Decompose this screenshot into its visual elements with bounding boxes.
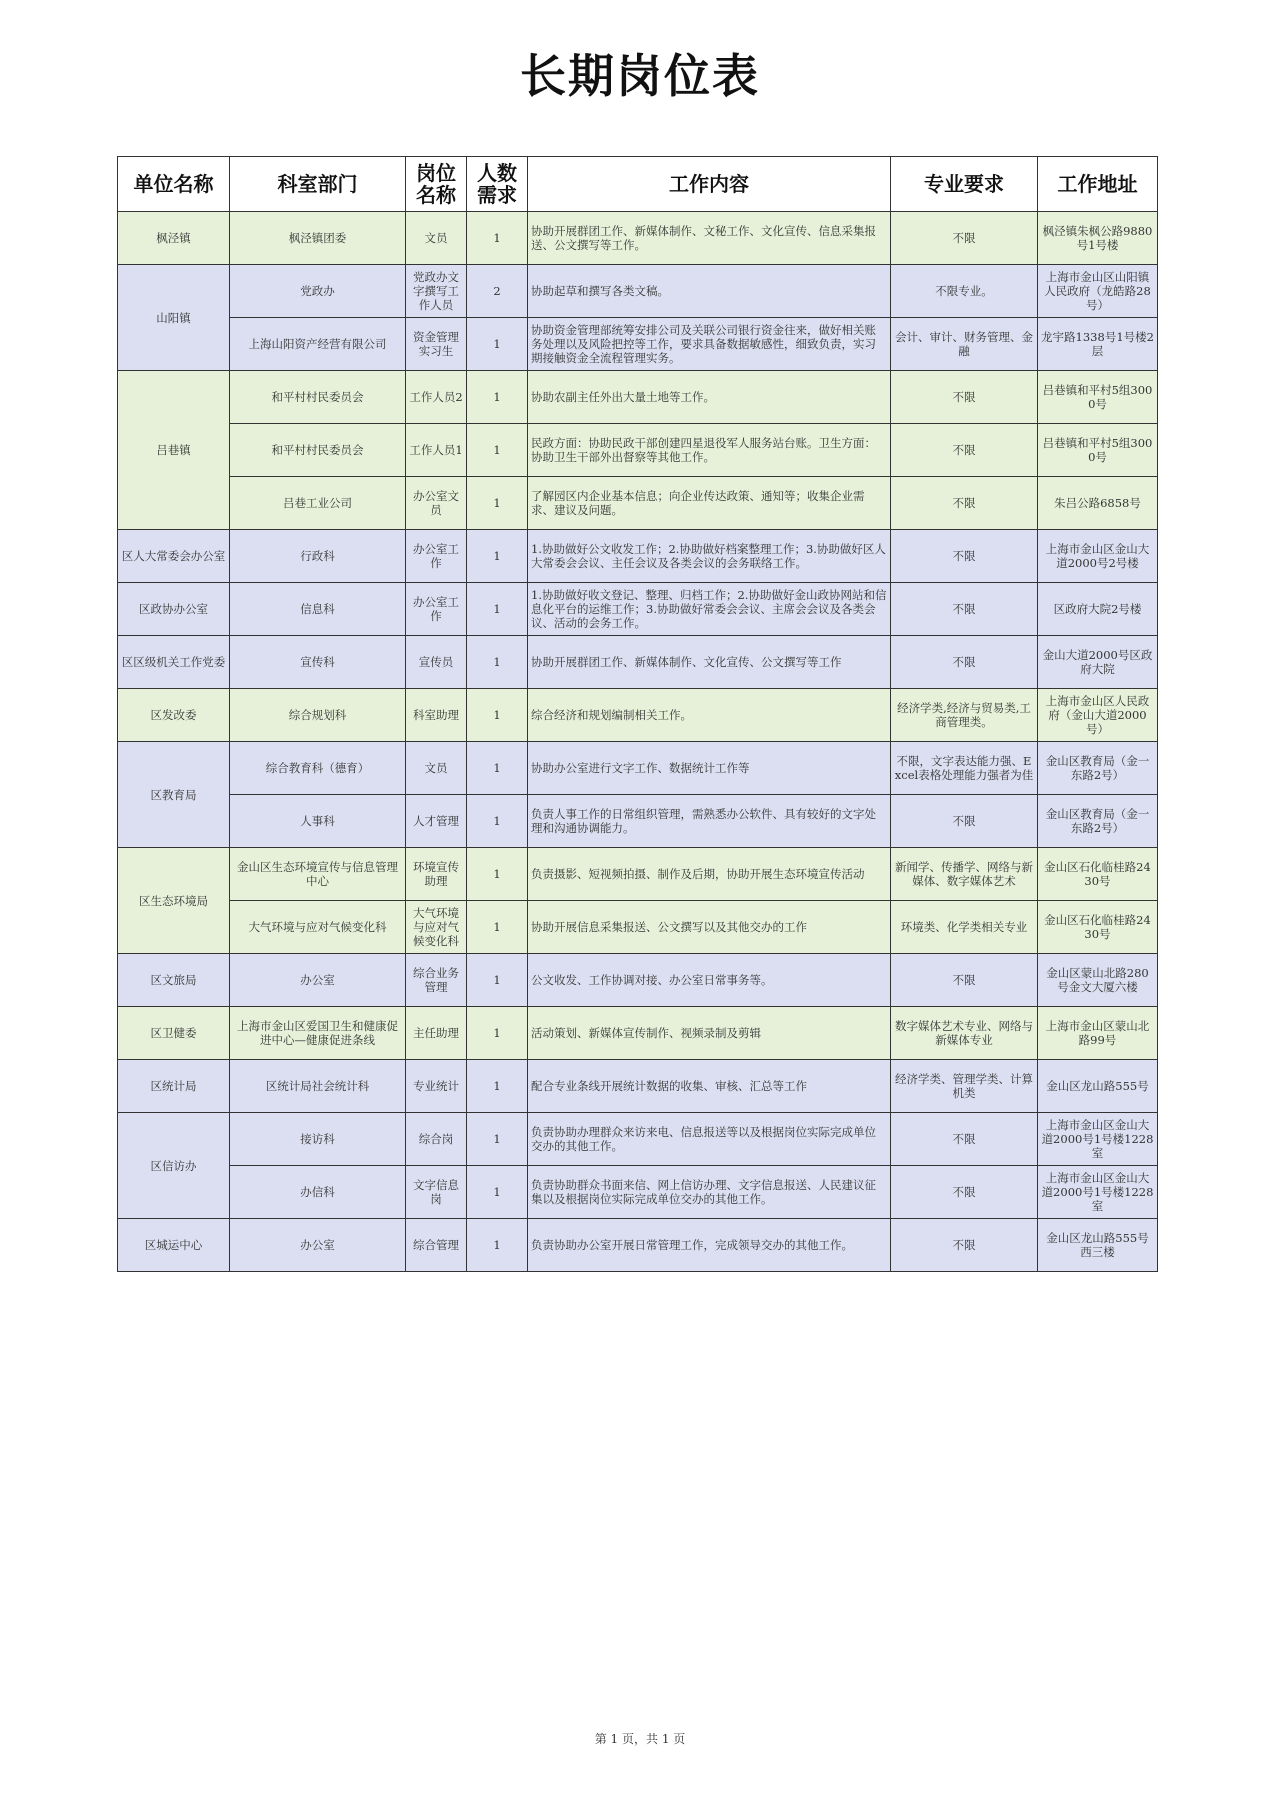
major-cell: 经济学类,经济与贸易类,工商管理类。 — [891, 689, 1038, 742]
content-cell: 综合经济和规划编制相关工作。 — [528, 689, 891, 742]
major-cell: 不限 — [891, 212, 1038, 265]
post-cell: 文员 — [406, 212, 467, 265]
major-cell: 不限 — [891, 477, 1038, 530]
content-cell: 1.协助做好收文登记、整理、归档工作；2.协助做好金山政协网站和信息化平台的运维工作；3.协助做好常委会会议、主席会会议及各类会议、活动的会务工作。 — [528, 583, 891, 636]
major-cell: 不限 — [891, 1166, 1038, 1219]
post-cell: 办公室工作 — [406, 530, 467, 583]
content-cell: 1.协助做好公文收发工作；2.协助做好档案整理工作；3.协助做好区人大常委会会议、主任会议及各类会议的会务联络工作。 — [528, 530, 891, 583]
dept-cell: 人事科 — [230, 795, 406, 848]
unit-cell: 区区级机关工作党委 — [118, 636, 230, 689]
count-cell: 1 — [467, 477, 528, 530]
address-cell: 金山区龙山路555号 — [1038, 1060, 1158, 1113]
table-row — [118, 1166, 1158, 1219]
address-cell: 吕巷镇和平村5组3000号 — [1038, 424, 1158, 477]
address-cell: 枫泾镇朱枫公路9880号1号楼 — [1038, 212, 1158, 265]
unit-cell: 吕巷镇 — [118, 371, 230, 530]
count-cell: 1 — [467, 583, 528, 636]
count-cell: 1 — [467, 742, 528, 795]
unit-cell: 区生态环境局 — [118, 848, 230, 954]
major-cell: 不限 — [891, 583, 1038, 636]
post-cell: 工作人员2 — [406, 371, 467, 424]
count-cell: 1 — [467, 424, 528, 477]
dept-cell: 区统计局社会统计科 — [230, 1060, 406, 1113]
content-cell: 负责人事工作的日常组织管理，需熟悉办公软件、具有较好的文字处理和沟通协调能力。 — [528, 795, 891, 848]
header-major: 专业要求 — [891, 157, 1038, 212]
dept-cell: 和平村村民委员会 — [230, 424, 406, 477]
table-row — [118, 477, 1158, 530]
content-cell: 协助农副主任外出大量土地等工作。 — [528, 371, 891, 424]
post-cell: 综合岗 — [406, 1113, 467, 1166]
content-cell: 协助资金管理部统筹安排公司及关联公司银行资金往来，做好相关账务处理以及风险把控等工作，要求具备数据敏感性，细致负责，实习期接触资金全流程管理实务。 — [528, 318, 891, 371]
major-cell: 经济学类、管理学类、计算机类 — [891, 1060, 1038, 1113]
address-cell: 吕巷镇和平村5组3000号 — [1038, 371, 1158, 424]
count-cell: 1 — [467, 1113, 528, 1166]
table-row — [118, 1113, 1158, 1166]
content-cell: 公文收发、工作协调对接、办公室日常事务等。 — [528, 954, 891, 1007]
table-row — [118, 954, 1158, 1007]
count-cell: 1 — [467, 636, 528, 689]
post-cell: 综合业务管理 — [406, 954, 467, 1007]
unit-cell: 区卫健委 — [118, 1007, 230, 1060]
table-row — [118, 1060, 1158, 1113]
content-cell: 民政方面：协助民政干部创建四星退役军人服务站台账。卫生方面：协助卫生干部外出督察等其他工作。 — [528, 424, 891, 477]
dept-cell: 办公室 — [230, 1219, 406, 1272]
table-row — [118, 530, 1158, 583]
unit-cell: 区城运中心 — [118, 1219, 230, 1272]
major-cell: 不限 — [891, 424, 1038, 477]
dept-cell: 行政科 — [230, 530, 406, 583]
major-cell: 会计、审计、财务管理、金融 — [891, 318, 1038, 371]
table-row — [118, 583, 1158, 636]
address-cell: 金山区石化临桂路2430号 — [1038, 901, 1158, 954]
post-cell: 专业统计 — [406, 1060, 467, 1113]
content-cell: 协助开展群团工作、新媒体制作、文秘工作、文化宣传、信息采集报送、公文撰写等工作。 — [528, 212, 891, 265]
dept-cell: 党政办 — [230, 265, 406, 318]
major-cell: 不限 — [891, 636, 1038, 689]
count-cell: 1 — [467, 1060, 528, 1113]
post-cell: 办公室工作 — [406, 583, 467, 636]
count-cell: 1 — [467, 1219, 528, 1272]
dept-cell: 综合规划科 — [230, 689, 406, 742]
content-cell: 协助办公室进行文字工作、数据统计工作等 — [528, 742, 891, 795]
post-cell: 人才管理 — [406, 795, 467, 848]
post-cell: 主任助理 — [406, 1007, 467, 1060]
unit-cell: 区文旅局 — [118, 954, 230, 1007]
count-cell: 1 — [467, 1166, 528, 1219]
unit-cell: 区人大常委会办公室 — [118, 530, 230, 583]
dept-cell: 办公室 — [230, 954, 406, 1007]
address-cell: 金山区教育局（金一东路2号） — [1038, 742, 1158, 795]
header-unit: 单位名称 — [118, 157, 230, 212]
table-row — [118, 689, 1158, 742]
address-cell: 区政府大院2号楼 — [1038, 583, 1158, 636]
major-cell: 不限 — [891, 371, 1038, 424]
table-row — [118, 1007, 1158, 1060]
dept-cell: 办信科 — [230, 1166, 406, 1219]
content-cell: 负责协助办理群众来访来电、信息报送等以及根据岗位实际完成单位交办的其他工作。 — [528, 1113, 891, 1166]
dept-cell: 综合教育科（德育） — [230, 742, 406, 795]
post-cell: 党政办文字撰写工作人员 — [406, 265, 467, 318]
table-row — [118, 371, 1158, 424]
count-cell: 1 — [467, 1007, 528, 1060]
post-cell: 宣传员 — [406, 636, 467, 689]
dept-cell: 枫泾镇团委 — [230, 212, 406, 265]
post-cell: 科室助理 — [406, 689, 467, 742]
address-cell: 金山区龙山路555号西三楼 — [1038, 1219, 1158, 1272]
header-content: 工作内容 — [528, 157, 891, 212]
header-dept: 科室部门 — [230, 157, 406, 212]
address-cell: 上海市金山区金山大道2000号2号楼 — [1038, 530, 1158, 583]
content-cell: 了解园区内企业基本信息；向企业传达政策、通知等；收集企业需求、建议及问题。 — [528, 477, 891, 530]
unit-cell: 区信访办 — [118, 1113, 230, 1219]
address-cell: 上海市金山区金山大道2000号1号楼1228室 — [1038, 1166, 1158, 1219]
major-cell: 不限，文字表达能力强、Excel表格处理能力强者为佳 — [891, 742, 1038, 795]
table-header-row — [118, 157, 1158, 212]
post-cell: 环境宣传助理 — [406, 848, 467, 901]
major-cell: 不限 — [891, 1113, 1038, 1166]
job-table — [117, 156, 1158, 1272]
count-cell: 1 — [467, 954, 528, 1007]
count-cell: 1 — [467, 318, 528, 371]
content-cell: 协助开展信息采集报送、公文撰写以及其他交办的工作 — [528, 901, 891, 954]
table-row — [118, 424, 1158, 477]
major-cell: 不限 — [891, 1219, 1038, 1272]
header-count: 人数需求 — [467, 157, 528, 212]
major-cell: 不限 — [891, 954, 1038, 1007]
unit-cell: 区统计局 — [118, 1060, 230, 1113]
table-row — [118, 318, 1158, 371]
page-title: 长期岗位表 — [520, 49, 760, 103]
dept-cell: 接访科 — [230, 1113, 406, 1166]
dept-cell: 金山区生态环境宣传与信息管理中心 — [230, 848, 406, 901]
address-cell: 朱吕公路6858号 — [1038, 477, 1158, 530]
unit-cell: 区教育局 — [118, 742, 230, 848]
table-row — [118, 212, 1158, 265]
major-cell: 不限专业。 — [891, 265, 1038, 318]
table-row — [118, 742, 1158, 795]
content-cell: 负责协助群众书面来信、网上信访办理、文字信息报送、人民建议征集以及根据岗位实际完成单位交办的其他工作。 — [528, 1166, 891, 1219]
content-cell: 协助起草和撰写各类文稿。 — [528, 265, 891, 318]
table-row — [118, 265, 1158, 318]
address-cell: 金山区石化临桂路2430号 — [1038, 848, 1158, 901]
address-cell: 金山大道2000号区政府大院 — [1038, 636, 1158, 689]
count-cell: 1 — [467, 371, 528, 424]
dept-cell: 和平村村民委员会 — [230, 371, 406, 424]
count-cell: 1 — [467, 530, 528, 583]
dept-cell: 信息科 — [230, 583, 406, 636]
unit-cell: 枫泾镇 — [118, 212, 230, 265]
post-cell: 大气环境与应对气候变化科 — [406, 901, 467, 954]
post-cell: 综合管理 — [406, 1219, 467, 1272]
address-cell: 上海市金山区金山大道2000号1号楼1228室 — [1038, 1113, 1158, 1166]
page-footer: 第 1 页，共 1 页 — [594, 1732, 686, 1746]
post-cell: 资金管理实习生 — [406, 318, 467, 371]
table-row — [118, 795, 1158, 848]
unit-cell: 山阳镇 — [118, 265, 230, 371]
major-cell: 环境类、化学类相关专业 — [891, 901, 1038, 954]
table-row — [118, 901, 1158, 954]
content-cell: 活动策划、新媒体宣传制作、视频录制及剪辑 — [528, 1007, 891, 1060]
unit-cell: 区政协办公室 — [118, 583, 230, 636]
address-cell: 上海市金山区蒙山北路99号 — [1038, 1007, 1158, 1060]
major-cell: 新闻学、传播学、网络与新媒体、数字媒体艺术 — [891, 848, 1038, 901]
major-cell: 不限 — [891, 795, 1038, 848]
unit-cell: 区发改委 — [118, 689, 230, 742]
table-row — [118, 848, 1158, 901]
dept-cell: 上海山阳资产经营有限公司 — [230, 318, 406, 371]
post-cell: 文员 — [406, 742, 467, 795]
address-cell: 龙宇路1338号1号楼2层 — [1038, 318, 1158, 371]
content-cell: 配合专业条线开展统计数据的收集、审核、汇总等工作 — [528, 1060, 891, 1113]
table-row — [118, 1219, 1158, 1272]
post-cell: 文字信息岗 — [406, 1166, 467, 1219]
content-cell: 协助开展群团工作、新媒体制作、文化宣传、公文撰写等工作 — [528, 636, 891, 689]
dept-cell: 大气环境与应对气候变化科 — [230, 901, 406, 954]
address-cell: 上海市金山区山阳镇人民政府（龙皓路28号） — [1038, 265, 1158, 318]
dept-cell: 宣传科 — [230, 636, 406, 689]
address-cell: 金山区教育局（金一东路2号） — [1038, 795, 1158, 848]
dept-cell: 上海市金山区爱国卫生和健康促进中心—健康促进条线 — [230, 1007, 406, 1060]
count-cell: 1 — [467, 795, 528, 848]
table-row — [118, 636, 1158, 689]
content-cell: 负责协助办公室开展日常管理工作，完成领导交办的其他工作。 — [528, 1219, 891, 1272]
post-cell: 办公室文员 — [406, 477, 467, 530]
count-cell: 1 — [467, 689, 528, 742]
address-cell: 金山区蒙山北路280号金文大厦六楼 — [1038, 954, 1158, 1007]
count-cell: 1 — [467, 901, 528, 954]
count-cell: 1 — [467, 212, 528, 265]
count-cell: 1 — [467, 848, 528, 901]
content-cell: 负责摄影、短视频拍摄、制作及后期，协助开展生态环境宣传活动 — [528, 848, 891, 901]
major-cell: 数字媒体艺术专业、网络与新媒体专业 — [891, 1007, 1038, 1060]
table-body — [118, 212, 1158, 1272]
header-address: 工作地址 — [1038, 157, 1158, 212]
count-cell: 2 — [467, 265, 528, 318]
header-post: 岗位名称 — [406, 157, 467, 212]
address-cell: 上海市金山区人民政府（金山大道2000号） — [1038, 689, 1158, 742]
post-cell: 工作人员1 — [406, 424, 467, 477]
dept-cell: 吕巷工业公司 — [230, 477, 406, 530]
major-cell: 不限 — [891, 530, 1038, 583]
